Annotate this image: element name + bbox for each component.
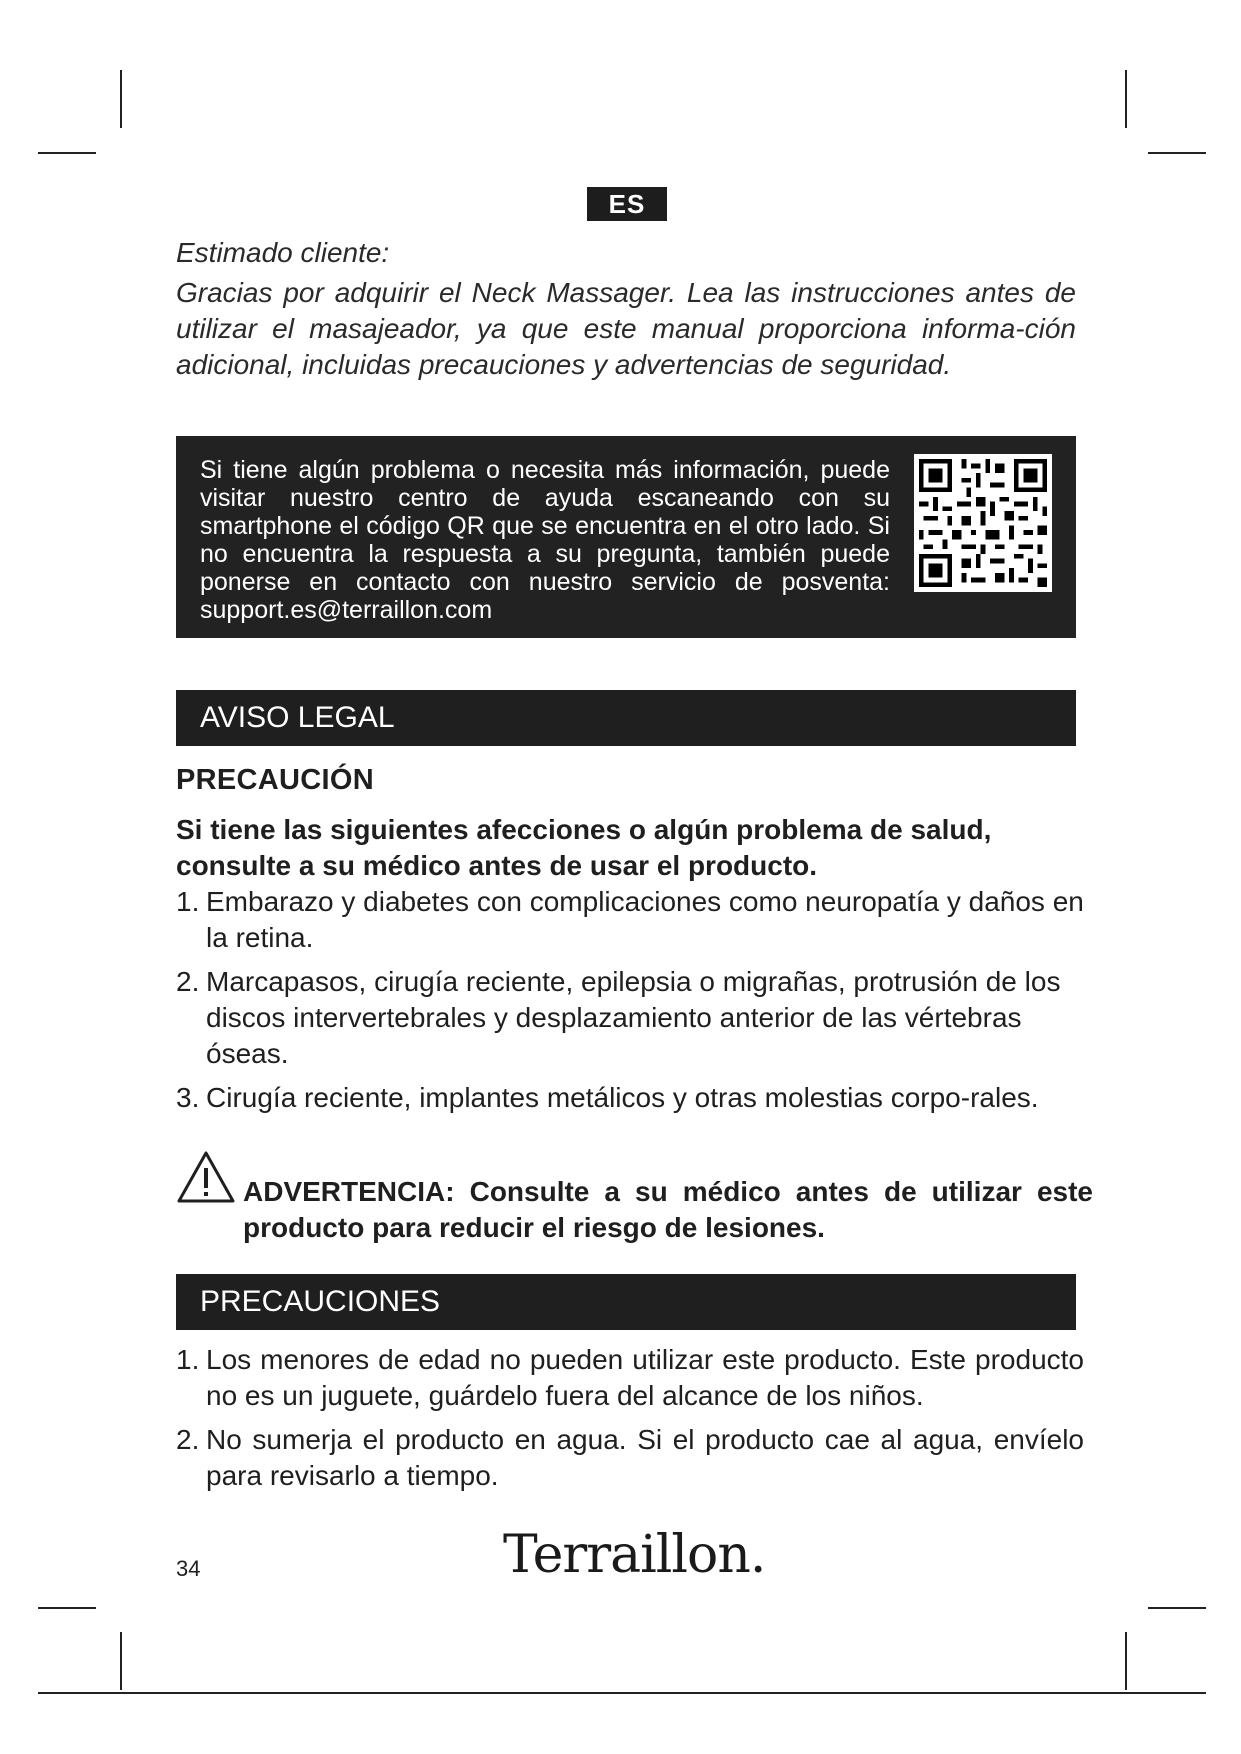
crop-mark	[1125, 70, 1127, 128]
precautions-list	[176, 1342, 1084, 1502]
list-item	[176, 1422, 1084, 1494]
list-item-text: No sumerja el producto en agua. Si el producto cae al agua, envíelo para revisarlo a tiempo.	[206, 1424, 1084, 1491]
list-item-text: Los menores de edad no pueden utilizar este producto. Este producto no es un juguete, guárdelo fuera del alcance de los niños.	[206, 1344, 1084, 1411]
list-item-number: 2.	[176, 966, 200, 997]
help-text: Si tiene algún problema o necesita más información, puede visitar nuestro centro de ayuda escaneando con su smartphone el código QR que se encuentra en el otro lado. Si no encuentra la respuesta a su pregunta, también puede ponerse en contacto con nuestro servicio de posventa: support.es@terraillon.com	[200, 456, 890, 624]
list-item-number: 2.	[176, 1424, 200, 1455]
list-item-number: 1.	[176, 886, 200, 917]
greeting: Estimado cliente:	[176, 237, 390, 268]
section-heading-aviso-legal: AVISO LEGAL	[176, 690, 1076, 746]
intro-text: Gracias por adquirir el Neck Massager. Lea las instrucciones antes de utilizar el masajeador, ya que este manual proporciona informa-ción adicional, incluidas precauciones y advertencias de seguridad.	[176, 277, 1076, 380]
help-box	[176, 436, 1076, 638]
section-heading-precauciones: PRECAUCIONES	[176, 1274, 1076, 1330]
list-item-text: Embarazo y diabetes con complicaciones como neuropatía y daños en la retina.	[206, 886, 1084, 953]
crop-mark	[120, 70, 122, 128]
crop-mark	[1148, 1607, 1206, 1609]
crop-mark	[120, 1632, 122, 1690]
caution-list	[176, 884, 1091, 1124]
list-item-number: 3.	[176, 1082, 200, 1113]
list-item	[176, 964, 1091, 1072]
page-number: 34	[176, 1556, 201, 1581]
crop-mark	[1125, 1632, 1127, 1690]
trim-line	[38, 1692, 1206, 1694]
list-item-number: 1.	[176, 1344, 200, 1375]
warning-triangle-icon	[176, 1150, 236, 1204]
list-item-text: Marcapasos, cirugía reciente, epilepsia o migrañas, protrusión de los discos intervertebrales y desplazamiento anterior de las vértebras óseas.	[206, 966, 1061, 1069]
brand-logo: Terraillon.	[503, 1525, 766, 1585]
list-item	[176, 884, 1091, 956]
list-item	[176, 1342, 1084, 1414]
crop-mark	[38, 152, 96, 154]
caution-title: PRECAUCIÓN	[176, 764, 374, 796]
crop-mark	[38, 1607, 96, 1609]
intro	[176, 235, 1076, 383]
warning-text: ADVERTENCIA: Consulte a su médico antes de utilizar este producto para reducir el riesgo de lesiones.	[243, 1176, 1093, 1243]
crop-mark	[1148, 152, 1206, 154]
qr-code-icon	[914, 454, 1052, 592]
list-item-text: Cirugía reciente, implantes metálicos y otras molestias corpo-rales.	[206, 1082, 1039, 1113]
caution-lead: Si tiene las siguientes afecciones o algún problema de salud, consulte a su médico antes de usar el producto.	[176, 814, 992, 881]
language-badge: ES	[587, 187, 667, 221]
list-item	[176, 1080, 1091, 1116]
